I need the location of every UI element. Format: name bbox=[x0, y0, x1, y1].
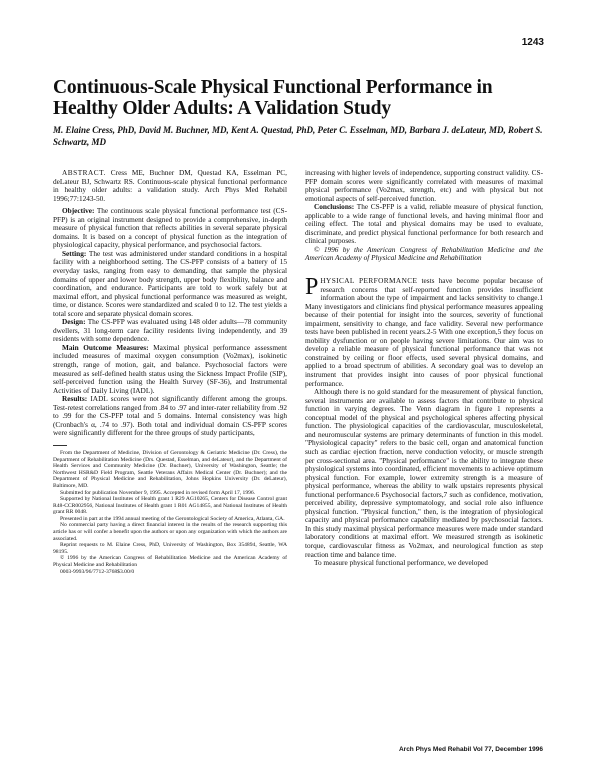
right-column bbox=[305, 169, 543, 568]
drop-cap: P bbox=[305, 274, 319, 301]
article-title: Continuous-Scale Physical Functional Performance in Healthy Older Adults: A Validation Study bbox=[53, 77, 493, 119]
abstract-heading: ABSTRACT. bbox=[62, 168, 106, 177]
abstract-outcome-measures: Main Outcome Measures: Maximal physical performance assessment included measures of maximal oxygen consumption (Vo2max), isokinetic strength, range of motion, gait, and balance. Psychosocial factors were measured as self-defined health status using the Sickness Impact Profile (SIP), self-perceived function using the Health Survey (SF-36), and Instrumental Activities of Daily Living (IADL). bbox=[53, 342, 287, 395]
lead-caps: HYSICAL PERFORMANCE bbox=[320, 276, 418, 286]
journal-footer: Arch Phys Med Rehabil Vol 77, December 1996 bbox=[398, 746, 543, 753]
footnote-copyright: © 1996 by the American Congress of Rehabilitation Medicine and the American Academy of Physical Medicine and Rehabilitation bbox=[53, 555, 287, 569]
footnote-support: Supported by National Institutes of Health grant 1 R29 AG10265, Centers for Disease Control grant R48-CCR002956, National Institutes of Health grant 1 R01 AG14855, and National Institutes of Health grant RR 0048. bbox=[53, 496, 287, 516]
footnote-affiliations: From the Department of Medicine, Division of Gerontology & Geriatric Medicine (Dr. Cress), the Department of Rehabilitation Medicine (Drs. Questad, Esselman, and deLateur), and the Department of Health Services and Community Medicine (Dr. Buchner), University of Washington, Seattle; the Northwest HSR&D Field Program, Seattle Veterans Affairs Medical Center (Dr. Buchner); and the Department of Physical Medicine and Rehabilitation, Johns Hopkins University (Dr. deLateur), Baltimore, MD. bbox=[53, 449, 287, 489]
left-column bbox=[53, 169, 287, 575]
abstract-copyright: © 1996 by the American Congress of Rehabilitation Medicine and the American Academy of Physical Medicine and Rehabilitation bbox=[305, 244, 543, 263]
footnote-submitted: Submitted for publication November 9, 1995. Accepted in revised form April 17, 1996. bbox=[60, 489, 256, 496]
abstract-citation: ABSTRACT. Cress ME, Buchner DM, Questad KA, Esselman PC, deLateur BJ, Schwartz RS. Continuous-scale physical functional performance in healthy older adults: a validation study. Arch Phys Med Rehabil 1996;77:1243-50. bbox=[53, 168, 288, 203]
footnote-divider bbox=[53, 445, 67, 446]
footnote-presented: Presented in part at the 1994 annual meeting of the Gerontological Society of America, Atlanta, GA. bbox=[60, 515, 285, 522]
abstract-results-continued: increasing with higher levels of independence, supporting construct validity. CS-PFP domain scores were significantly correlated with measures of maximal physical performance (Vo2max, strength, etc) and with physical but not emotional aspects of self-perceived function. bbox=[305, 168, 543, 203]
author-list: M. Elaine Cress, PhD, David M. Buchner, MD, Kent A. Questad, PhD, Peter C. Esselman, MD, Barbara J. deLateur, MD, Robert S. Schwartz, MD bbox=[53, 125, 543, 147]
footnotes bbox=[53, 450, 287, 575]
abstract-conclusions: Conclusions: The CS-PFP is a valid, reliable measure of physical function, applicable to a wide range of functional levels, and having minimal floor and ceiling effect. The total and physical domains may be used to evaluate, discriminate, and predict physical functional performance for both research and clinical purposes. bbox=[305, 202, 544, 246]
footnote-code: 0003-9993/96/7712-3768$3.00/0 bbox=[60, 568, 135, 575]
abstract-design: Design: The CS-PFP was evaluated using 148 older adults—78 community dwellers, 31 long-term care facility residents living independently, and 39 residents with some dependence. bbox=[53, 317, 287, 344]
body-paragraph-1: PHYSICAL PERFORMANCE tests have become popular because of research concerns that self-reported function provides insufficient information about the type of impairment and lacks sensitivity to change.1 Many investigators and clinicians find physical performance measures appealing because of their potential for insight into the sources, severity of functional impairment, sensitivity to change, and face validity. Several new performance tests have been published in recent years.2-5 With one exception,5 they focus on mobility dysfunction or on people having severe limitations. Our aim was to develop a reliable measure of physical functional performance that was not constrained by ceiling or floor effects, used several physical domains, and applied to a broad spectrum of abilities. A secondary goal was to develop an instrument that provides insight into causes of poor physical functional performance. bbox=[305, 274, 543, 388]
footnote-reprints: Reprint requests to M. Elaine Cress, PhD, University of Washington, Box 354894, Seattle, WA 98195. bbox=[53, 542, 287, 555]
page-number: 1243 bbox=[521, 37, 544, 48]
abstract-objective: Objective: The continuous scale physical functional performance test (CS-PFP) is an original instrument designed to provide a comprehensive, in-depth measure of physical function that reflects abilities in several separate physical domains. It is based on a concept of physical function as the integration of physiological capacity, physical performance, and psychosocial factors. bbox=[53, 206, 288, 250]
body-paragraph-2: Although there is no gold standard for the measurement of physical function, several instruments are available to assess factors that contribute to physical function in varying degrees. The Venn diagram in figure 1 represents a conceptual model of the physical and psychological spheres affecting physical function. The physiological capacities of the cardiovascular, musculoskeletal, and neuromuscular systems are primary determinants of function in this model. "Physiological capacity" refers to the basic cell, organ and anatomical function such as cardiac ejection fraction, nerve conduction velocity, or muscle strength per cross-sectional area. "Physical performance" is the ability to integrate these physiological systems into coordinated, efficient movements to achieve optimum physical function. For example, lower extremity strength is a measure of physical performance, whereas the ability to walk upstairs represents physical functional performance.6 Psychosocial factors,7 such as confidence, motivation, perceived ability, depressive symptomatology, and social role also influence physical function. "Physical function," then, is the integration of physiological capacity and physical performance capability mediated by psychosocial factors. In this study maximal physical performance measures were made under standard laboratory conditions at maximal effort. We measured strength as isokinetic torque, cardiovascular fitness as Vo2max, and neurological function as step reaction time and balance time. bbox=[305, 387, 543, 559]
body-paragraph-3: To measure physical functional performance, we developed bbox=[314, 558, 488, 568]
footnote-disclosure: No commercial party having a direct financial interest in the results of the research supporting this article has or will confer a benefit upon the authors or upon any organization with which the authors are associated. bbox=[53, 522, 287, 542]
abstract-setting: Setting: The test was administered under standard conditions in a hospital facility with a neighborhood setting. The CS-PFP consists of a battery of 15 everyday tasks, ranging from easy to demanding, that sample the physical domains of upper and lower body strength, upper body flexibility, balance and coordination, and endurance. Participants are told to work safely but at maximal effort, and physical functional performance was measured as weight, time, or distance. Scores were standardized and scaled 0 to 12. The test yields a total score and separate physical domain scores. bbox=[53, 248, 287, 318]
abstract-results: Results: IADL scores were not significantly different among the groups. Test-retest correlations ranged from .84 to .97 and inter-rater reliability from .92 to .99 for the CS-PFP total and 5 domains. Internal consistency was high (Cronbach's α, .74 to .97). Both total and individual domain CS-PFP scores were significantly different for the three groups of study participants, bbox=[53, 394, 287, 438]
